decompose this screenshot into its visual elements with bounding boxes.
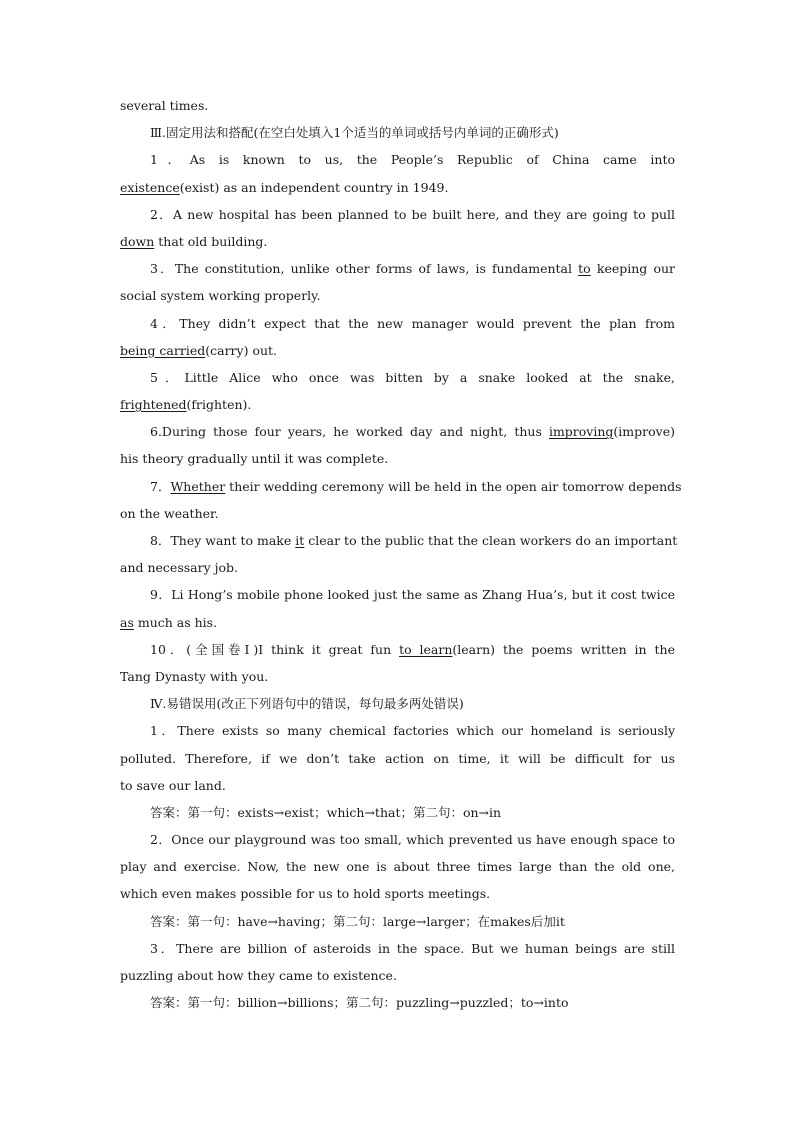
section3-title: Ⅲ.固定用法和搭配(在空白处填入1个适当的单词或括号内单词的正确形式) — [150, 125, 559, 141]
s4-item2-line2: play and exercise. Now, the new one is about three times large than the old one, — [120, 859, 675, 875]
s3-item6-line1: 6.During those four years, he worked day and night, thus improving(improve) — [150, 424, 675, 440]
answer-blank: existence — [120, 179, 180, 195]
s4-item2-line3: which even makes possible for us to hold sports meetings. — [120, 886, 491, 902]
s4-item1-line2: polluted. Therefore, if we don’t take action on time, it will be difficult for us — [120, 750, 675, 766]
s3-item2-line2: down that old building. — [120, 233, 268, 249]
s4-item3-line1: 3．There are billion of asteroids in the space. But we human beings are still — [150, 940, 675, 956]
s3-item10-line1: 10．(全国卷Ⅰ)I think it great fun to learn(learn) the poems written in the — [150, 641, 675, 657]
s4-item1-line3: to save our land. — [120, 777, 226, 793]
s3-item9-line1: 9．Li Hong’s mobile phone looked just the same as Zhang Hua’s, but it cost twice — [150, 587, 675, 603]
answer-blank: frightened — [120, 397, 187, 413]
s3-item5-line2: frightened(frighten). — [120, 397, 252, 413]
s3-item5-line1: 5．Little Alice who once was bitten by a snake looked at the snake, — [150, 369, 675, 385]
answer-blank: it — [295, 533, 305, 548]
s3-item7-line2: on the weather. — [120, 505, 219, 521]
s3-item1-line1: 1．As is known to us, the People’s Republic of China came into — [150, 152, 675, 168]
s3-item1-line2: existence(exist) as an independent country in 1949. — [120, 179, 449, 195]
s3-item4-line1: 4．They didn’t expect that the new manager would prevent the plan from — [150, 315, 675, 331]
answer-blank: to — [578, 261, 591, 277]
s3-item3-line1: 3．The constitution, unlike other forms of laws, is fundamental to keeping our — [150, 261, 676, 277]
document-page — [120, 92, 682, 1016]
s3-item10-line2: Tang Dynasty with you. — [120, 668, 269, 684]
answer-blank: down — [120, 233, 155, 249]
s4-item3-line2: puzzling about how they came to existence. — [120, 968, 397, 983]
s3-item3-line2: social system working properly. — [120, 288, 321, 304]
s3-item8-line2: and necessary job. — [120, 560, 238, 576]
answer-blank: to learn — [399, 641, 453, 657]
s4-item3-answer: 答案：第一句：billion→billions；第二句：puzzling→puzzled；to→into — [150, 995, 569, 1011]
section4-title: Ⅳ.易错误用(改正下列语句中的错误，每句最多两处错误) — [150, 696, 464, 712]
s3-item9-line2: as much as his. — [120, 614, 218, 630]
answer-blank: Whether — [170, 478, 226, 494]
answer-blank: improving — [548, 424, 614, 440]
s3-item4-line2: being carried(carry) out. — [120, 342, 277, 358]
s3-item8-line1: 8．They want to make it clear to the public that the clean workers do an important — [150, 533, 678, 548]
answer-blank: as — [120, 614, 134, 630]
s4-item2-line1: 2．Once our playground was too small, which prevented us have enough space to — [150, 832, 675, 848]
s3-item2-line1: 2．A new hospital has been planned to be built here, and they are going to pull — [150, 206, 675, 222]
intro-tail-text: several times. — [120, 98, 209, 113]
s3-item6-line2: his theory gradually until it was complete. — [120, 451, 389, 467]
s4-item2-answer: 答案：第一句：have→having；第二句：large→larger；在makes后加it — [150, 913, 565, 929]
answer-blank: being carried — [120, 342, 206, 358]
s4-item1-answer: 答案：第一句：exists→exist；which→that；第二句：on→in — [150, 804, 502, 820]
s4-item1-line1: 1．There exists so many chemical factories which our homeland is seriously — [150, 723, 675, 739]
s3-item7-line1: 7．Whether their wedding ceremony will be held in the open air tomorrow depends — [150, 478, 682, 494]
